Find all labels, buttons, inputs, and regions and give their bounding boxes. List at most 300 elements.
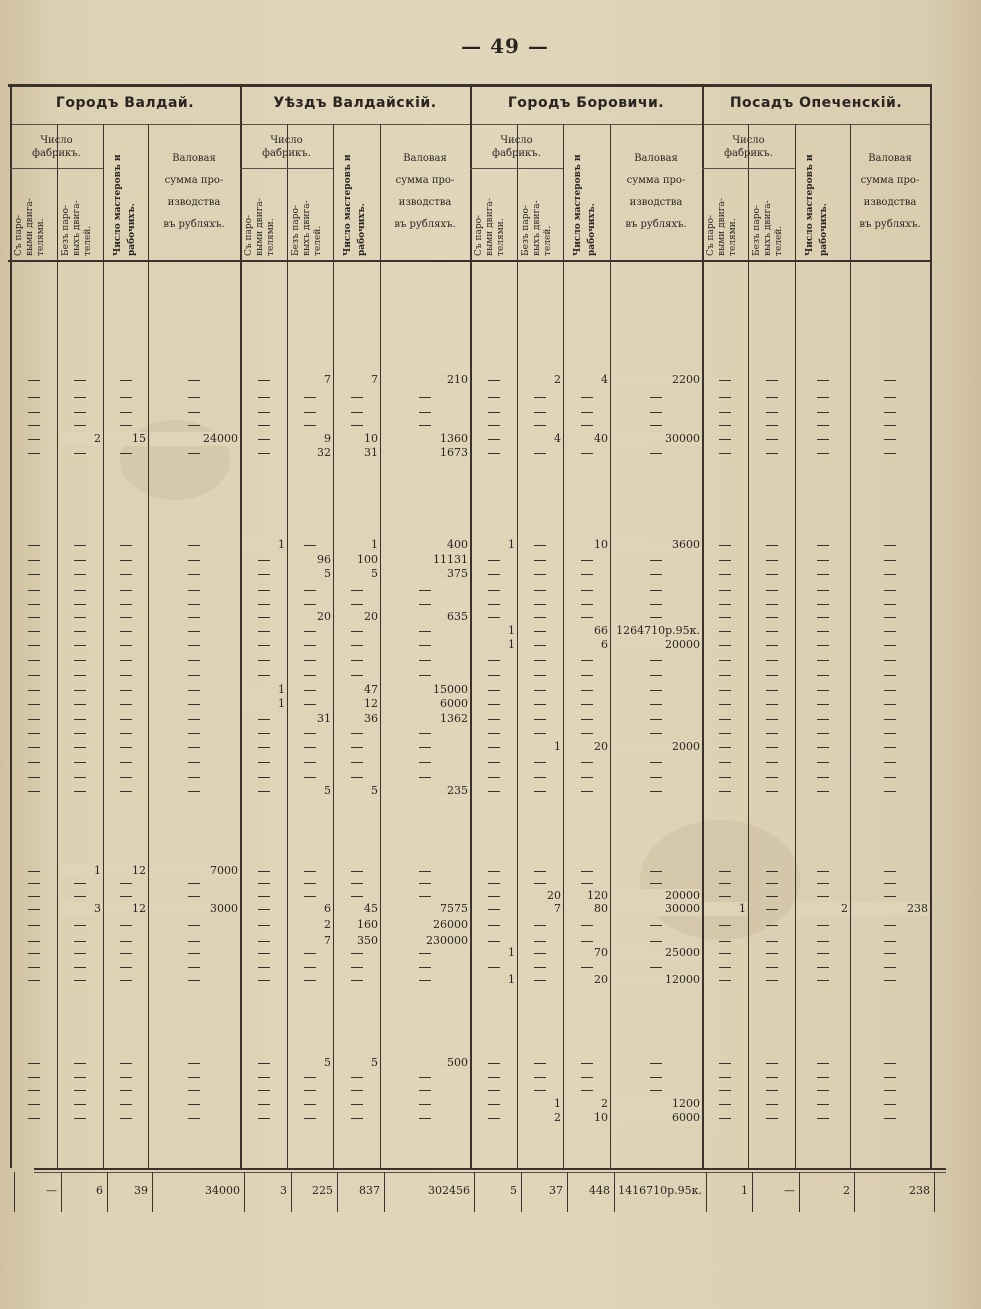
empty-cell-dash [120,1063,132,1064]
table-cell: 24000 [203,432,238,445]
factories-group-label: Число фабрикъ. [724,135,773,159]
totals-cell: 39 [134,1184,148,1197]
totals-cell: 302456 [428,1184,470,1197]
empty-cell-dash [488,762,500,763]
empty-cell-dash [650,762,662,763]
empty-cell-dash [884,704,896,705]
empty-cell-dash [766,397,778,398]
empty-cell-dash [74,747,86,748]
empty-cell-dash [534,675,546,676]
empty-cell-dash [120,545,132,546]
empty-cell-dash [258,574,270,575]
table-cell: 20 [594,740,608,753]
empty-cell-dash [120,397,132,398]
empty-cell-dash [304,1104,316,1105]
table-cell: 10 [364,432,378,445]
empty-cell-dash [28,453,40,454]
empty-cell-dash [351,733,363,734]
empty-cell-dash [258,896,270,897]
empty-cell-dash [884,631,896,632]
empty-cell-dash [884,1104,896,1105]
empty-cell-dash [304,762,316,763]
empty-cell-dash [719,871,731,872]
empty-cell-dash [120,1090,132,1091]
empty-cell-dash [766,675,778,676]
empty-cell-dash [488,791,500,792]
table-cell: 100 [357,553,378,566]
empty-cell-dash [581,660,593,661]
empty-cell-dash [419,871,431,872]
table-cell: 1673 [440,446,468,459]
empty-cell-dash [120,1104,132,1105]
empty-cell-dash [120,617,132,618]
table-cell: 2 [601,1097,608,1110]
empty-cell-dash [534,967,546,968]
empty-cell-dash [650,1077,662,1078]
table-cell: 20 [317,610,331,623]
empty-cell-dash [884,590,896,591]
table-cell: 7575 [440,902,468,915]
empty-cell-dash [258,1090,270,1091]
table-cell: 25000 [665,946,700,959]
empty-cell-dash [188,590,200,591]
empty-cell-dash [719,1090,731,1091]
table-cell: 40 [594,432,608,445]
empty-cell-dash [258,980,270,981]
table-cell: 30000 [665,432,700,445]
empty-cell-dash [766,1077,778,1078]
table-cell: 20 [547,889,561,902]
table-cell: 1 [278,538,285,551]
table-cell: 20000 [665,638,700,651]
empty-cell-dash [884,719,896,720]
table-cell: 3600 [672,538,700,551]
empty-cell-dash [120,704,132,705]
empty-cell-dash [28,747,40,748]
empty-cell-dash [817,1063,829,1064]
empty-cell-dash [120,604,132,605]
empty-cell-dash [884,439,896,440]
empty-cell-dash [258,1077,270,1078]
empty-cell-dash [28,1063,40,1064]
empty-cell-dash [28,397,40,398]
column-header-vertical: Безъ паро- выхъ двига- телей. [291,200,323,256]
empty-cell-dash [817,925,829,926]
empty-cell-dash [719,645,731,646]
empty-cell-dash [258,909,270,910]
empty-cell-dash [28,980,40,981]
paper-stain [640,820,800,940]
empty-cell-dash [120,941,132,942]
empty-cell-dash [650,604,662,605]
empty-cell-dash [488,871,500,872]
empty-cell-dash [120,883,132,884]
empty-cell-dash [74,412,86,413]
empty-cell-dash [488,941,500,942]
empty-cell-dash [766,560,778,561]
empty-cell-dash [766,380,778,381]
empty-cell-dash [488,397,500,398]
table-cell: 47 [364,683,378,696]
empty-cell-dash [534,690,546,691]
totals-cell: 238 [909,1184,930,1197]
table-cell: 4 [554,432,561,445]
empty-cell-dash [488,896,500,897]
empty-cell-dash [120,631,132,632]
empty-cell-dash [650,560,662,561]
empty-cell-dash [766,883,778,884]
table-cell: 80 [594,902,608,915]
empty-cell-dash [74,690,86,691]
empty-cell-dash [766,747,778,748]
empty-cell-dash [351,660,363,661]
output-value-header: Валовая сумма про- изводства въ рубляхъ. [625,153,687,230]
empty-cell-dash [258,397,270,398]
empty-cell-dash [351,675,363,676]
totals-cell: 1416710р.95к. [618,1184,702,1197]
empty-cell-dash [258,412,270,413]
empty-cell-dash [766,412,778,413]
empty-cell-dash [419,967,431,968]
empty-cell-dash [188,1118,200,1119]
empty-cell-dash [304,967,316,968]
empty-cell-dash [766,733,778,734]
table-cell: 1 [739,902,746,915]
table-cell: 7 [554,902,561,915]
table-cell: 2 [554,373,561,386]
empty-cell-dash [258,791,270,792]
empty-cell-dash [766,439,778,440]
empty-cell-dash [817,590,829,591]
empty-cell-dash [766,762,778,763]
empty-cell-dash [120,690,132,691]
empty-cell-dash [351,425,363,426]
empty-cell-dash [488,453,500,454]
empty-cell-dash [120,1077,132,1078]
empty-cell-dash [74,617,86,618]
empty-cell-dash [719,941,731,942]
empty-cell-dash [488,1090,500,1091]
table-cell: 1 [508,538,515,551]
empty-cell-dash [534,777,546,778]
table-cell: 10 [594,1111,608,1124]
table-cell: 1362 [440,712,468,725]
table-cell: 1 [508,638,515,651]
empty-cell-dash [817,545,829,546]
empty-cell-dash [650,733,662,734]
empty-cell-dash [28,1118,40,1119]
column-rule [930,84,932,1168]
empty-cell-dash [74,560,86,561]
table-cell: 1 [554,1097,561,1110]
table-cell: 1264710р.95к. [616,624,700,637]
empty-cell-dash [120,645,132,646]
empty-cell-dash [719,762,731,763]
empty-cell-dash [884,645,896,646]
empty-cell-dash [719,1104,731,1105]
empty-cell-dash [884,777,896,778]
empty-cell-dash [28,1077,40,1078]
empty-cell-dash [488,675,500,676]
empty-cell-dash [488,925,500,926]
empty-cell-dash [534,871,546,872]
table-cell: 31 [317,712,331,725]
empty-cell-dash [884,1063,896,1064]
empty-cell-dash [28,704,40,705]
empty-cell-dash [650,871,662,872]
empty-cell-dash [766,909,778,910]
empty-cell-dash [188,412,200,413]
empty-cell-dash [74,645,86,646]
empty-cell-dash [719,690,731,691]
table-cell: 1 [508,973,515,986]
empty-cell-dash [488,1118,500,1119]
empty-cell-dash [766,604,778,605]
empty-cell-dash [534,574,546,575]
empty-cell-dash [120,453,132,454]
empty-cell-dash [488,777,500,778]
empty-cell-dash [188,883,200,884]
empty-cell-dash [351,953,363,954]
empty-cell-dash [28,883,40,884]
empty-cell-dash [719,967,731,968]
table-cell: 20 [594,973,608,986]
empty-cell-dash [817,574,829,575]
empty-cell-dash [534,425,546,426]
table-cell: 1 [554,740,561,753]
empty-cell-dash [766,631,778,632]
empty-cell-dash [419,883,431,884]
empty-cell-dash [534,953,546,954]
empty-cell-dash [884,883,896,884]
empty-cell-dash [766,896,778,897]
empty-cell-dash [817,1090,829,1091]
totals-cell: 34000 [205,1184,240,1197]
empty-cell-dash [28,953,40,954]
empty-cell-dash [188,545,200,546]
empty-cell-dash [488,733,500,734]
empty-cell-dash [28,425,40,426]
empty-cell-dash [581,762,593,763]
output-value-header: Валовая сумма про- изводства въ рубляхъ. [163,153,225,230]
empty-cell-dash [188,762,200,763]
empty-cell-dash [28,380,40,381]
workers-column-header: Число мастеровъ и рабочихъ. [113,154,137,256]
empty-cell-dash [719,453,731,454]
column-rule [148,124,149,1168]
table-cell: 15 [132,432,146,445]
totals-cell: 837 [359,1184,380,1197]
empty-cell-dash [650,777,662,778]
empty-cell-dash [74,425,86,426]
empty-cell-dash [488,412,500,413]
empty-cell-dash [719,425,731,426]
table-cell: 5 [371,1056,378,1069]
empty-cell-dash [817,645,829,646]
empty-cell-dash [884,690,896,691]
group-rule [240,168,333,169]
column-rule [10,84,12,1168]
empty-cell-dash [120,980,132,981]
table-cell: 5 [324,567,331,580]
empty-cell-dash [884,733,896,734]
empty-cell-dash [188,733,200,734]
empty-cell-dash [258,1118,270,1119]
empty-cell-dash [120,777,132,778]
empty-cell-dash [28,925,40,926]
empty-cell-dash [719,1077,731,1078]
empty-cell-dash [258,953,270,954]
table-cell: 7 [324,373,331,386]
empty-cell-dash [884,660,896,661]
empty-cell-dash [74,941,86,942]
empty-cell-dash [817,560,829,561]
empty-cell-dash [766,791,778,792]
totals-second-rule [34,1172,946,1173]
empty-cell-dash [581,425,593,426]
empty-cell-dash [28,733,40,734]
empty-cell-dash [488,1077,500,1078]
table-cell: 5 [324,1056,331,1069]
empty-cell-dash [488,560,500,561]
empty-cell-dash [766,590,778,591]
empty-cell-dash [351,645,363,646]
empty-cell-dash [74,896,86,897]
empty-cell-dash [719,590,731,591]
empty-cell-dash [719,660,731,661]
empty-cell-dash [719,604,731,605]
empty-cell-dash [258,604,270,605]
empty-cell-dash [188,631,200,632]
table-cell: 6 [324,902,331,915]
empty-cell-dash [650,1063,662,1064]
empty-cell-dash [120,719,132,720]
empty-cell-dash [120,953,132,954]
empty-cell-dash [304,675,316,676]
empty-cell-dash [28,604,40,605]
empty-cell-dash [650,941,662,942]
totals-cell: — [784,1184,795,1197]
empty-cell-dash [74,704,86,705]
empty-cell-dash [534,762,546,763]
empty-cell-dash [188,777,200,778]
empty-cell-dash [351,762,363,763]
empty-cell-dash [884,1077,896,1078]
empty-cell-dash [581,453,593,454]
empty-cell-dash [258,631,270,632]
empty-cell-dash [28,719,40,720]
empty-cell-dash [188,453,200,454]
empty-cell-dash [719,747,731,748]
empty-cell-dash [120,733,132,734]
empty-cell-dash [766,1104,778,1105]
empty-cell-dash [304,412,316,413]
empty-cell-dash [74,604,86,605]
empty-cell-dash [188,617,200,618]
empty-cell-dash [719,545,731,546]
empty-cell-dash [766,719,778,720]
empty-cell-dash [74,980,86,981]
empty-cell-dash [304,545,316,546]
empty-cell-dash [650,967,662,968]
empty-cell-dash [817,397,829,398]
empty-cell-dash [351,1090,363,1091]
empty-cell-dash [258,660,270,661]
table-cell: 635 [447,610,468,623]
empty-cell-dash [817,1077,829,1078]
empty-cell-dash [766,574,778,575]
empty-cell-dash [258,425,270,426]
empty-cell-dash [534,590,546,591]
empty-cell-dash [28,1104,40,1105]
empty-cell-dash [766,925,778,926]
empty-cell-dash [351,1104,363,1105]
column-rule [850,124,851,1168]
table-cell: 2 [94,432,101,445]
empty-cell-dash [534,1090,546,1091]
table-cell: 9 [324,432,331,445]
totals-top-rule [34,1168,946,1170]
empty-cell-dash [534,980,546,981]
empty-cell-dash [419,747,431,748]
empty-cell-dash [258,590,270,591]
table-cell: 238 [907,902,928,915]
empty-cell-dash [534,704,546,705]
empty-cell-dash [650,397,662,398]
empty-cell-dash [766,1118,778,1119]
empty-cell-dash [258,617,270,618]
empty-cell-dash [74,453,86,454]
empty-cell-dash [884,980,896,981]
empty-cell-dash [719,439,731,440]
empty-cell-dash [581,1063,593,1064]
empty-cell-dash [884,791,896,792]
empty-cell-dash [351,412,363,413]
empty-cell-dash [304,645,316,646]
empty-cell-dash [351,1077,363,1078]
empty-cell-dash [581,675,593,676]
empty-cell-dash [581,871,593,872]
empty-cell-dash [534,453,546,454]
empty-cell-dash [258,719,270,720]
empty-cell-dash [817,690,829,691]
empty-cell-dash [719,380,731,381]
group-rule [10,168,103,169]
empty-cell-dash [120,590,132,591]
empty-cell-dash [650,425,662,426]
empty-cell-dash [766,1063,778,1064]
empty-cell-dash [884,412,896,413]
empty-cell-dash [650,617,662,618]
column-header-vertical: Безъ паро- выхъ двига- телей. [61,200,93,256]
totals-rule [934,1172,935,1212]
empty-cell-dash [120,574,132,575]
empty-cell-dash [419,604,431,605]
empty-cell-dash [719,617,731,618]
empty-cell-dash [650,660,662,661]
empty-cell-dash [188,1063,200,1064]
empty-cell-dash [884,425,896,426]
empty-cell-dash [534,660,546,661]
empty-cell-dash [488,604,500,605]
empty-cell-dash [817,617,829,618]
empty-cell-dash [884,380,896,381]
empty-cell-dash [304,777,316,778]
empty-cell-dash [419,953,431,954]
empty-cell-dash [817,425,829,426]
table-cell: 12 [132,902,146,915]
empty-cell-dash [351,980,363,981]
